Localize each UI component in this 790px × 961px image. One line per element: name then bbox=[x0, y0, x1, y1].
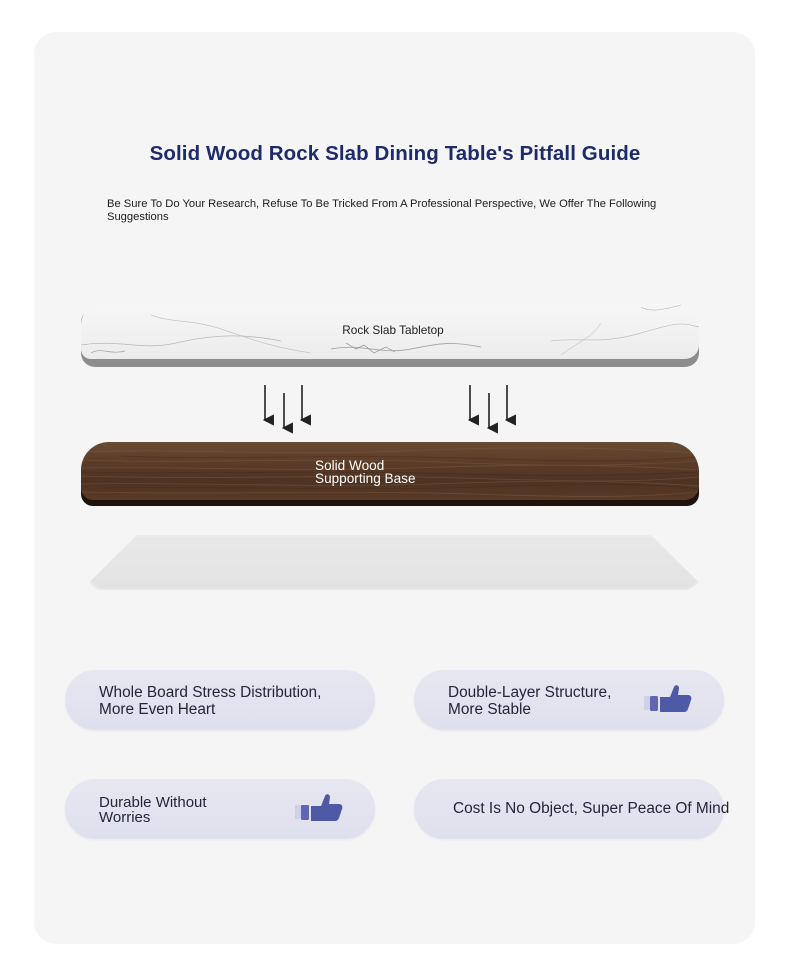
tabletop-label: Rock Slab Tabletop bbox=[342, 323, 444, 337]
feature-pill-stress-distribution bbox=[65, 670, 375, 730]
feature-text bbox=[99, 684, 321, 718]
table-frame-silhouette bbox=[88, 535, 700, 590]
feature-pill-durable bbox=[65, 779, 375, 839]
feature-line-2: More Even Heart bbox=[99, 701, 216, 718]
feature-line-1: Double-Layer Structure, bbox=[448, 684, 612, 701]
feature-text bbox=[99, 796, 207, 825]
page-subtitle: Be Sure To Do Your Research, Refuse To Be Tricked From A Professional Perspective, We Offer The Following Suggestions bbox=[107, 198, 657, 223]
feature-text bbox=[448, 684, 611, 718]
base-label-line-1: Solid Wood bbox=[315, 458, 385, 473]
page-title: Solid Wood Rock Slab Dining Table's Pitfall Guide bbox=[149, 142, 641, 165]
thumbs-up-icon bbox=[644, 684, 694, 714]
feature-line-1: Durable Without bbox=[99, 794, 207, 811]
feature-line-1: Whole Board Stress Distribution, bbox=[99, 684, 322, 701]
feature-line-1: Cost Is No Object, Super Peace Of Mind bbox=[453, 800, 730, 817]
base-label bbox=[315, 459, 416, 485]
feature-pill-cost bbox=[414, 779, 730, 839]
thumbs-up-icon bbox=[295, 793, 345, 823]
feature-pill-double-layer bbox=[414, 670, 724, 730]
arrow-down-icon bbox=[265, 385, 507, 428]
solid-wood-base bbox=[81, 442, 699, 500]
base-label-line-2: Supporting Base bbox=[315, 471, 416, 486]
feature-line-2: Worries bbox=[99, 808, 151, 826]
feature-text bbox=[453, 800, 729, 817]
feature-line-2: More Stable bbox=[448, 701, 531, 718]
